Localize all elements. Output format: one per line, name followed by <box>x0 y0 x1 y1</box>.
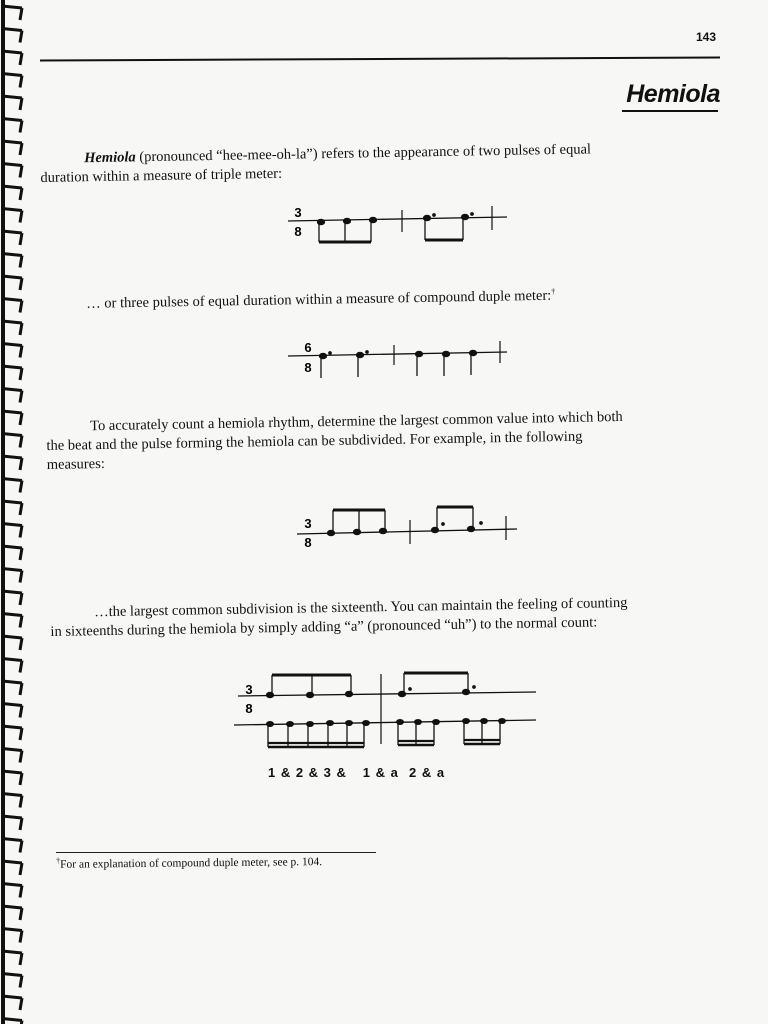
time-signature-bottom: 8 <box>245 701 253 716</box>
header-rule <box>40 57 720 62</box>
footnote-mark: † <box>56 855 61 865</box>
time-signature-bottom: 8 <box>304 535 312 550</box>
hemiola-term: Hemiola <box>84 149 136 167</box>
intro-paragraph <box>40 140 641 188</box>
quarter-notes <box>416 350 477 376</box>
compound-duple-paragraph <box>86 280 686 314</box>
footnote-rule <box>56 852 376 853</box>
hemiola-dotted-eighths <box>424 213 474 240</box>
time-signature-bottom: 8 <box>294 224 302 239</box>
footnote-text: For an explanation of compound duple meter, see p. 104. <box>60 856 323 871</box>
footnote <box>56 853 322 871</box>
notation-example-2 <box>285 335 515 385</box>
time-signature-top: 3 <box>304 516 312 531</box>
spiral-binding <box>0 0 34 1024</box>
notation-example-1 <box>285 200 515 248</box>
title-underline <box>622 110 718 112</box>
counting-paragraph <box>46 408 637 475</box>
sixteenth-paragraph <box>50 594 641 642</box>
time-signature-top: 6 <box>304 340 312 355</box>
notation-example-3 <box>295 500 525 550</box>
time-signature-top: 3 <box>294 205 302 220</box>
time-signature-bottom: 8 <box>304 360 312 375</box>
time-signature-top: 3 <box>245 682 253 697</box>
sixteenth-text: …the largest common subdivision is the sixteenth. You can maintain the feeling of counting in sixteenths during the hemiola by simply adding “a” (pronounced “uh”) to the normal count: <box>50 594 628 640</box>
notation-example-4 <box>232 668 542 756</box>
intro-text: (pronounced “hee-mee-oh-la”) refers to the appearance of two pulses of equal duration within a measure of triple meter: <box>40 141 592 186</box>
page-number: 143 <box>695 30 716 44</box>
footnote-mark: † <box>551 286 556 296</box>
counting-text: To accurately count a hemiola rhythm, determine the largest common value into which both the beat and the pulse forming the hemiola can be subdivided. For example, in the following measures: <box>46 408 623 473</box>
beamed-eighth-notes <box>318 217 377 242</box>
hemiola-dotted-eighths <box>432 507 483 533</box>
compound-duple-text: … or three pulses of equal duration within a measure of compound duple meter: <box>86 287 552 312</box>
count-syllables: 1 & 2 & 3 & 1 & a 2 & a <box>268 765 445 780</box>
page-title: Hemiola <box>626 80 720 108</box>
